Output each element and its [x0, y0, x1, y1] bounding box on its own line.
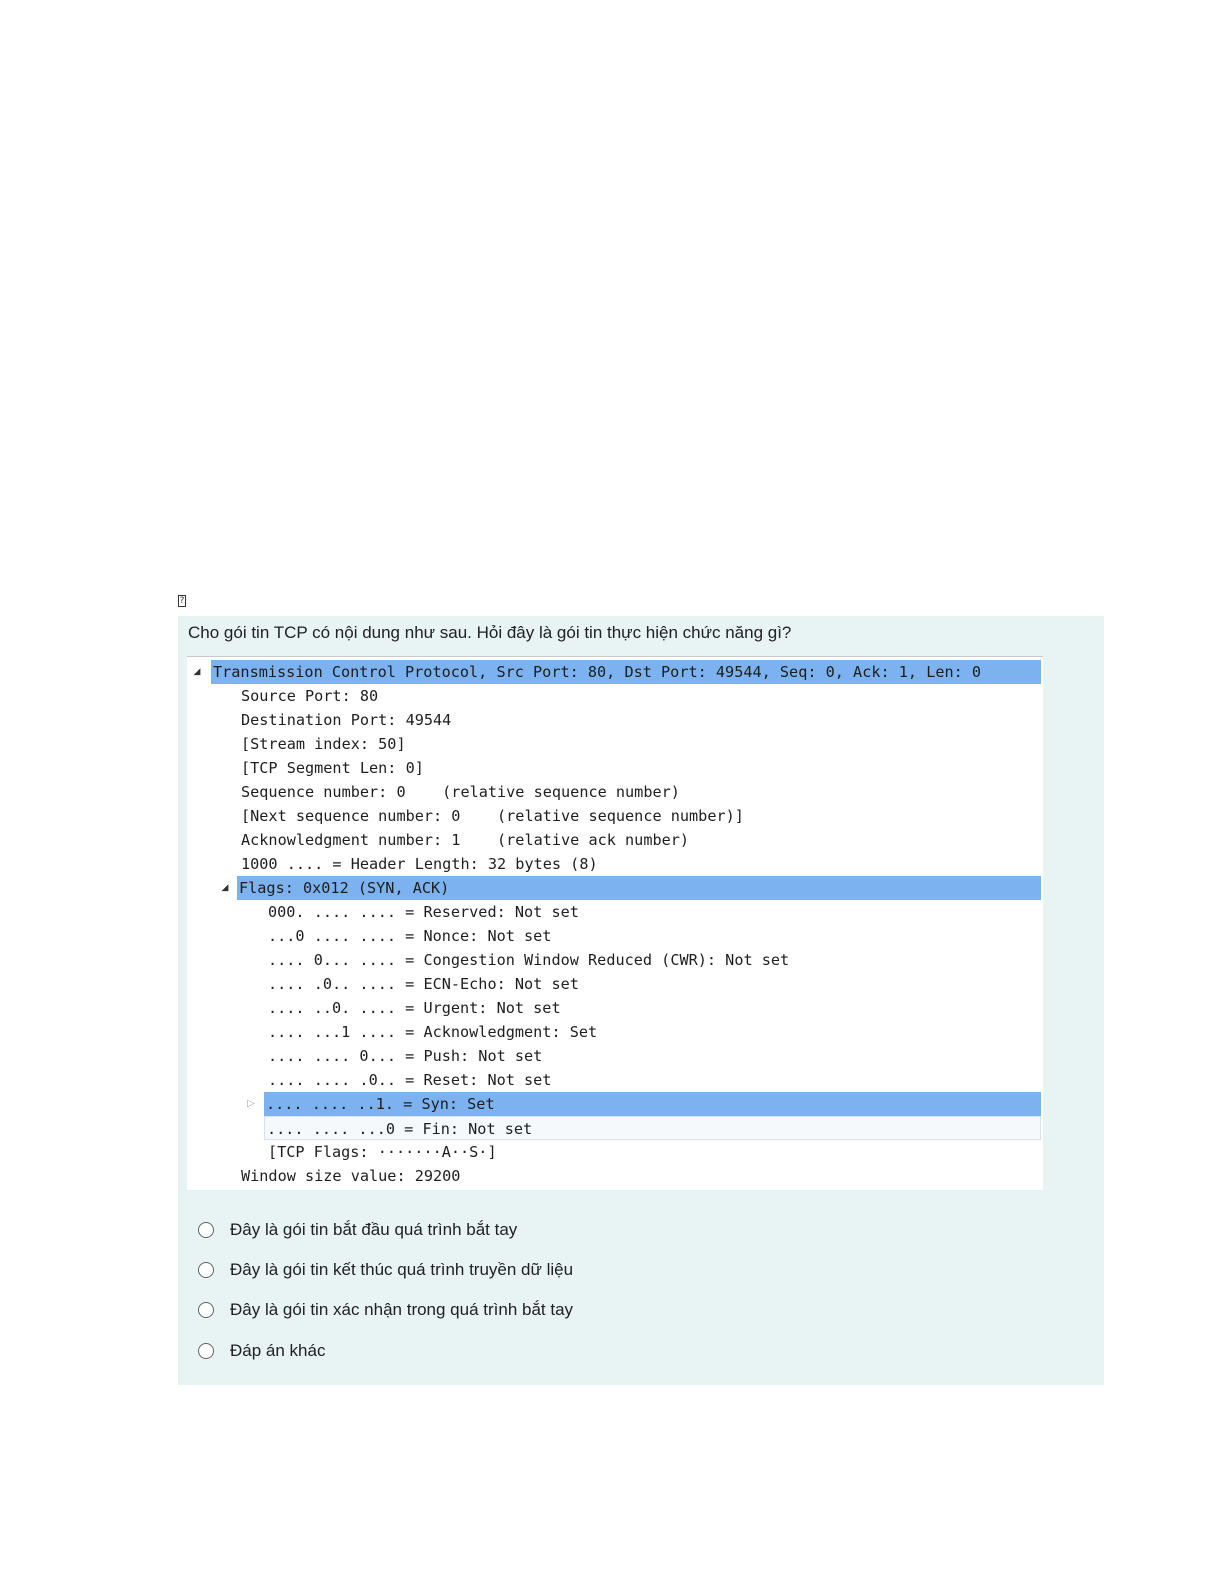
tree-row-next-sequence-number[interactable] [187, 804, 744, 828]
tree-row-flag-push[interactable] [187, 1044, 543, 1068]
answer-option-label: Đây là gói tin xác nhận trong quá trình bắt tay [230, 1300, 574, 1319]
tree-row-label: 1000 .... = Header Length: 32 bytes (8) [241, 855, 598, 873]
tree-row-window-size[interactable] [187, 1164, 461, 1188]
tree-row-label: .... ..0. .... = Urgent: Not set [268, 999, 561, 1017]
tree-row-flags[interactable] [187, 876, 1043, 900]
tree-row-sequence-number[interactable] [187, 780, 680, 804]
tree-row-flag-nonce[interactable] [187, 924, 552, 948]
tree-row-label: .... .... ..1. = Syn: Set [264, 1092, 1041, 1116]
tree-row-label: Destination Port: 49544 [241, 711, 452, 729]
answer-option-label: Đây là gói tin bắt đầu quá trình bắt tay [230, 1220, 518, 1239]
tree-row-flag-ack[interactable] [187, 1020, 598, 1044]
tree-row-tcp-header[interactable] [187, 660, 1043, 684]
radio-button[interactable] [198, 1262, 214, 1278]
question-card [178, 616, 1104, 1385]
tree-row-tcp-flags-summary[interactable] [187, 1140, 497, 1164]
tree-row-label: .... .... ...0 = Fin: Not set [264, 1116, 1041, 1140]
radio-button[interactable] [198, 1222, 214, 1238]
tree-row-flag-syn[interactable] [187, 1092, 1043, 1116]
tree-row-label: 000. .... .... = Reserved: Not set [268, 903, 579, 921]
tree-row-label: Source Port: 80 [241, 687, 379, 705]
tree-row-label: [TCP Flags: ·······A··S·] [268, 1143, 497, 1161]
answer-option-label: Đáp án khác [230, 1341, 326, 1360]
tree-row-flag-cwr[interactable] [187, 948, 790, 972]
question-text: Cho gói tin TCP có nội dung như sau. Hỏi đây là gói tin thực hiện chức năng gì? [188, 623, 792, 642]
radio-button[interactable] [198, 1302, 214, 1318]
tree-row-flag-urgent[interactable] [187, 996, 561, 1020]
tree-row-source-port[interactable] [187, 684, 379, 708]
collapsed-triangle-icon[interactable]: ▷ [247, 1098, 255, 1109]
tree-row-label: Window size value: 29200 [241, 1167, 461, 1185]
tree-row-label: Flags: 0x012 (SYN, ACK) [237, 876, 1041, 900]
tree-row-label: .... .... .0.. = Reset: Not set [268, 1071, 552, 1089]
answer-option-label: Đây là gói tin kết thúc quá trình truyền dữ liệu [230, 1260, 574, 1279]
tree-row-header-length[interactable] [187, 852, 598, 876]
tree-row-label: Transmission Control Protocol, Src Port: 80, Dst Port: 49544, Seq: 0, Ack: 1, Len: 0 [211, 660, 1041, 684]
tree-row-label: [TCP Segment Len: 0] [241, 759, 424, 777]
tree-row-label: .... 0... .... = Congestion Window Reduced (CWR): Not set [268, 951, 790, 969]
packet-details-panel [187, 656, 1043, 1190]
tree-row-label: .... .... 0... = Push: Not set [268, 1047, 543, 1065]
tree-row-label: [Stream index: 50] [241, 735, 406, 753]
tree-row-label: Acknowledgment number: 1 (relative ack number) [241, 831, 690, 849]
expanded-triangle-icon[interactable]: ◢ [193, 667, 201, 677]
tree-row-label: ...0 .... .... = Nonce: Not set [268, 927, 552, 945]
tree-row-flag-reserved[interactable] [187, 900, 579, 924]
tree-row-stream-index[interactable] [187, 732, 406, 756]
tree-row-label: .... ...1 .... = Acknowledgment: Set [268, 1023, 598, 1041]
tree-row-flag-ecn[interactable] [187, 972, 579, 996]
radio-button[interactable] [198, 1343, 214, 1359]
tree-row-label: .... .0.. .... = ECN-Echo: Not set [268, 975, 579, 993]
missing-image-icon: ? [179, 596, 185, 606]
expanded-triangle-icon[interactable]: ◢ [221, 883, 229, 893]
tree-row-label: Sequence number: 0 (relative sequence number) [241, 783, 680, 801]
tree-row-destination-port[interactable] [187, 708, 452, 732]
tree-row-flag-fin[interactable] [187, 1116, 1043, 1140]
tree-row-segment-len[interactable] [187, 756, 424, 780]
tree-row-label: [Next sequence number: 0 (relative sequence number)] [241, 807, 744, 825]
tree-row-ack-number[interactable] [187, 828, 690, 852]
tree-row-flag-reset[interactable] [187, 1068, 552, 1092]
